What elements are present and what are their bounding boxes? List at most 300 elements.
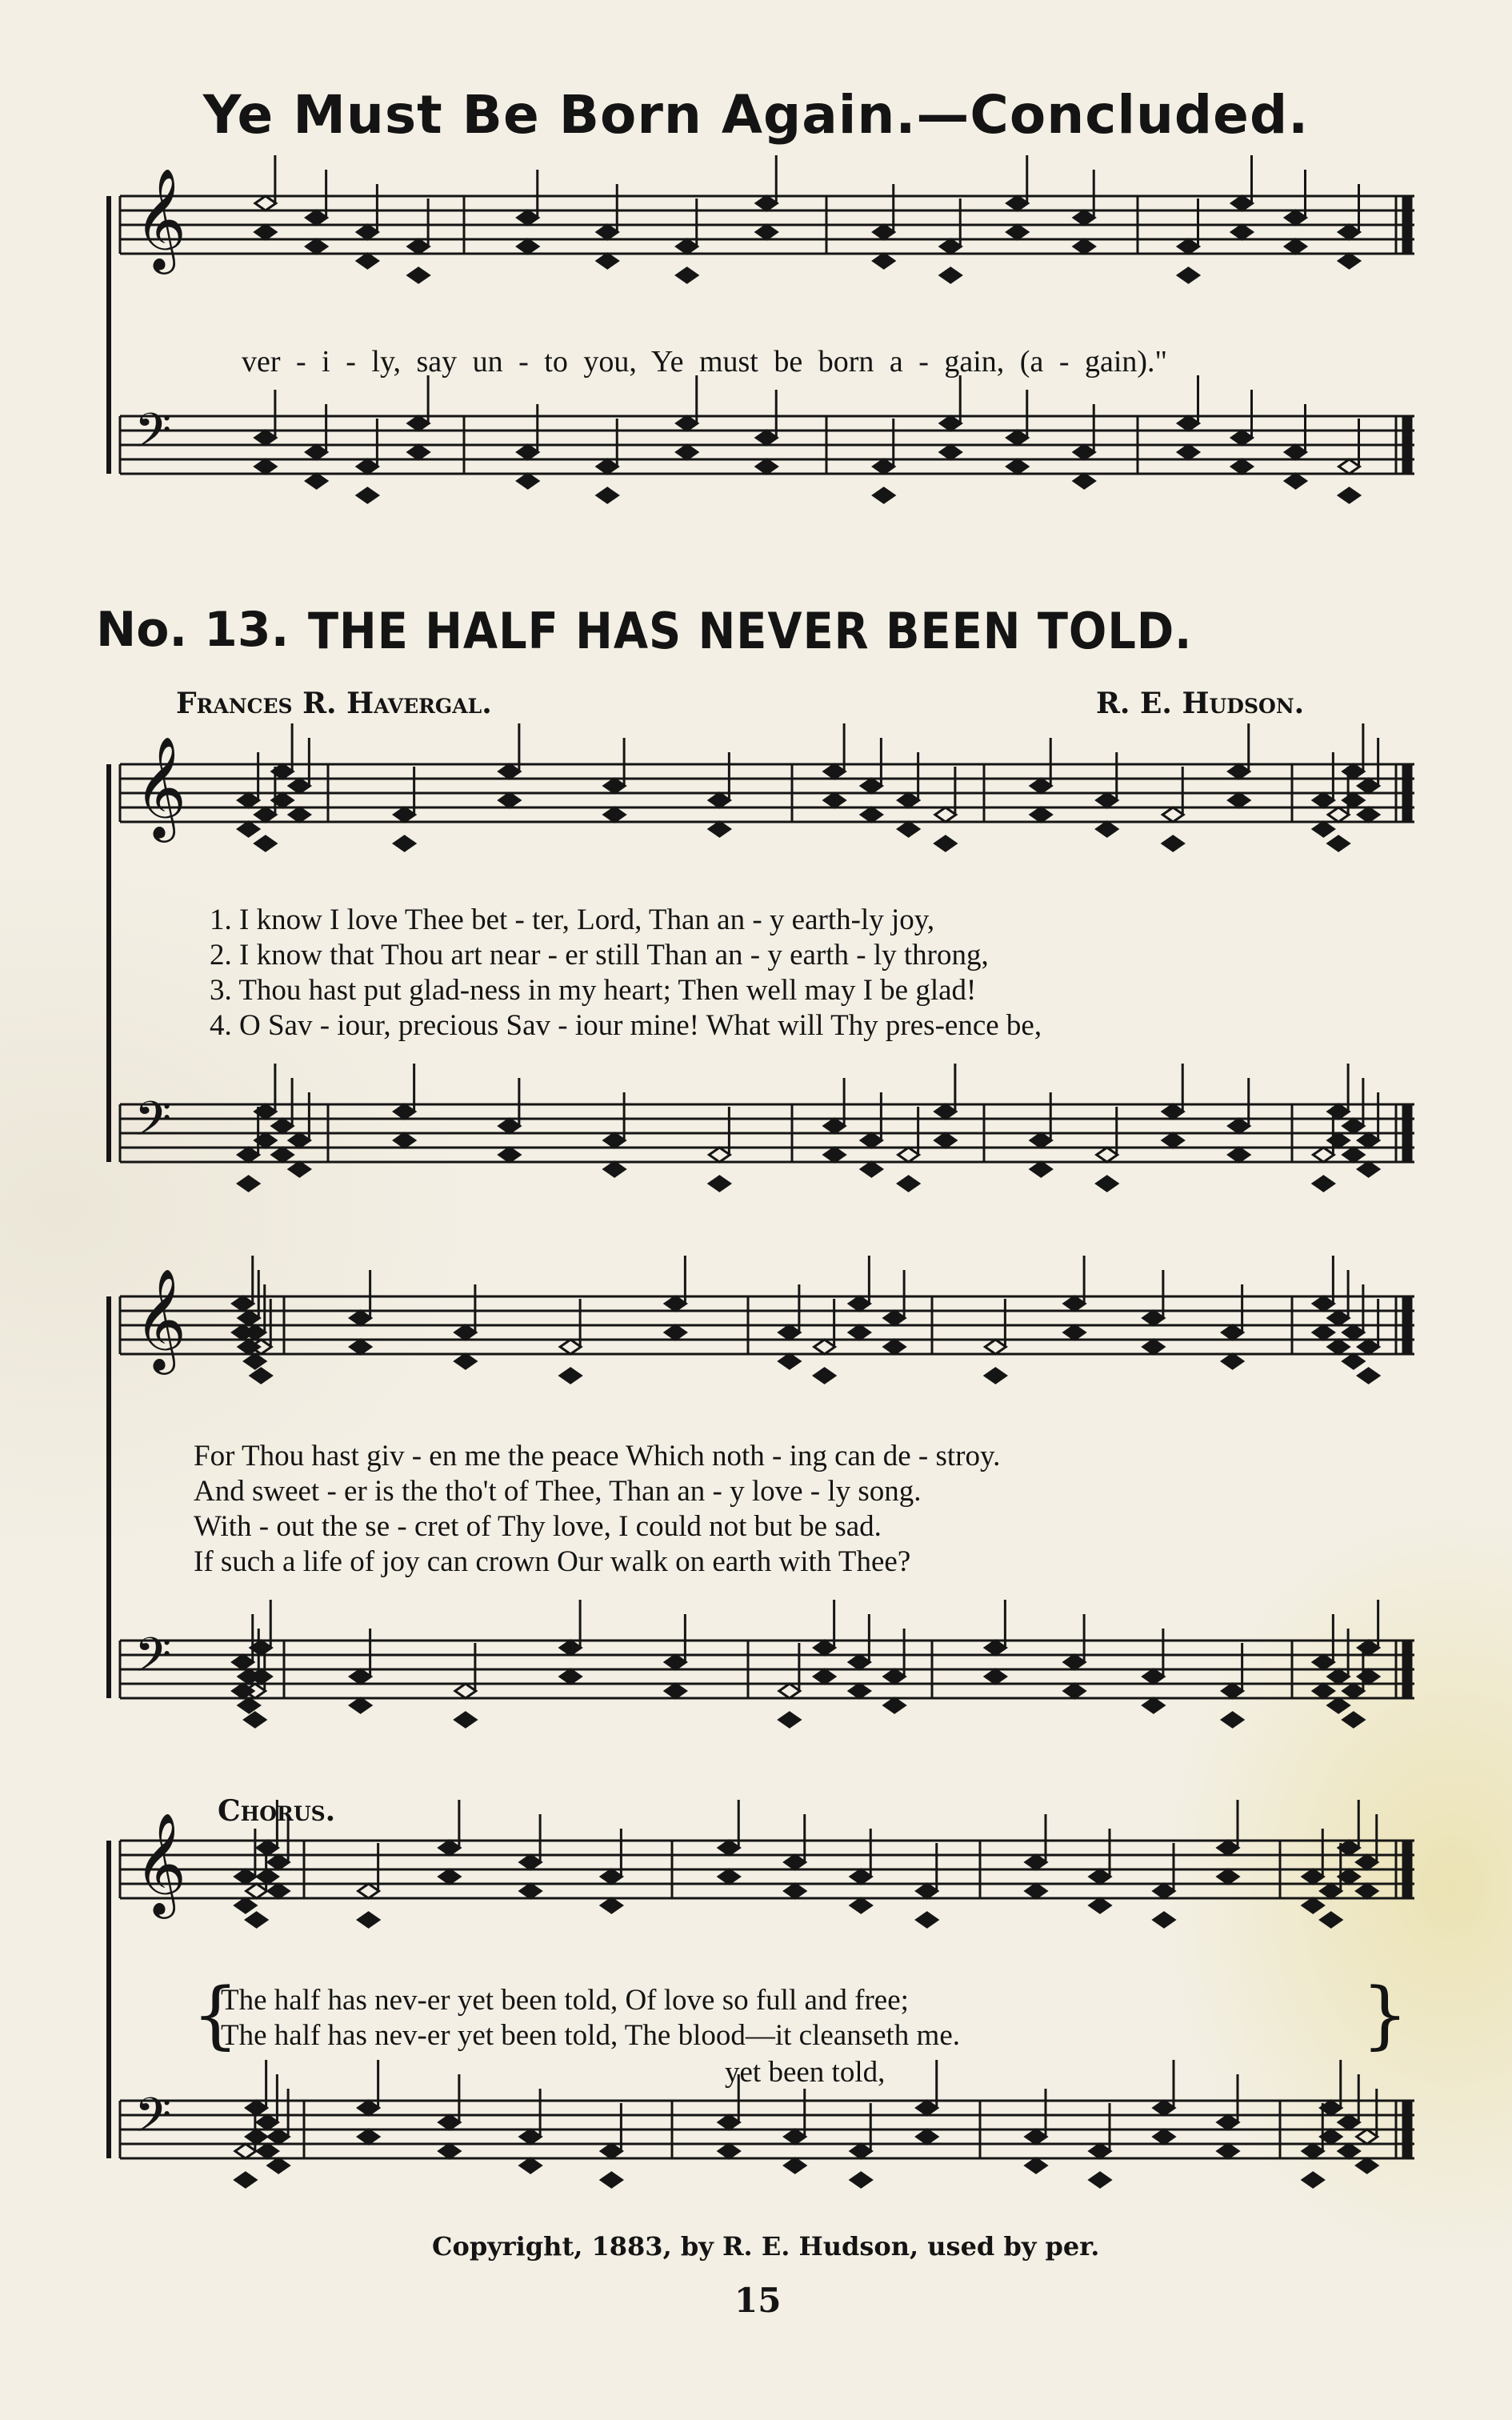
treble-clef-icon xyxy=(134,735,186,843)
note-head xyxy=(779,1684,800,1698)
svg-text:𝄞: 𝄞 xyxy=(134,735,187,838)
note-head xyxy=(1339,254,1360,268)
note-head xyxy=(1313,1655,1334,1669)
note-head xyxy=(233,1296,254,1311)
note-head xyxy=(1302,1869,1323,1884)
staff-3-treble xyxy=(120,1296,1414,1354)
note-head xyxy=(779,1354,800,1368)
note-head xyxy=(1357,1855,1378,1869)
svg-text:𝄞: 𝄞 xyxy=(134,1812,187,1914)
note-head xyxy=(1328,1104,1349,1119)
note-head xyxy=(255,225,276,239)
note-head xyxy=(1232,459,1253,474)
note-head xyxy=(874,225,894,239)
chorus-echo: yet been told, xyxy=(725,2056,886,2089)
note-head xyxy=(917,1884,938,1898)
verse-line1-4: 4. O Sav - iour, precious Sav - iour mine! What will Thy pres-ence be, xyxy=(210,1009,1042,1042)
note-head xyxy=(785,2158,806,2173)
note-head xyxy=(1302,2173,1323,2187)
note-head xyxy=(306,210,327,225)
note-head xyxy=(1343,793,1364,807)
note-head xyxy=(861,779,882,793)
note-head xyxy=(439,2144,460,2158)
verse-line1-3: 3. Thou hast put glad-ness in my heart; Then well may I be glad! xyxy=(210,974,977,1007)
note-head xyxy=(814,1340,835,1354)
note-head xyxy=(499,793,520,807)
note-head xyxy=(1143,1340,1164,1354)
note-head xyxy=(849,1655,870,1669)
note-head xyxy=(1321,1884,1342,1898)
note-head xyxy=(756,225,777,239)
note-head xyxy=(1090,2173,1110,2187)
note-head xyxy=(604,1162,625,1176)
note-head xyxy=(394,836,415,851)
note-head xyxy=(238,1311,259,1325)
continued-lyrics: ver - i - ly, say un - to you, Ye must be born a - gain, (a - gain)." xyxy=(242,345,1168,379)
note-head xyxy=(1229,1148,1250,1162)
note-head xyxy=(268,1855,289,1869)
note-head xyxy=(824,793,845,807)
note-head xyxy=(357,459,378,474)
note-head xyxy=(709,1148,730,1162)
note-head xyxy=(665,1655,686,1669)
note-head xyxy=(1232,225,1253,239)
note-head xyxy=(257,2144,278,2158)
note-head xyxy=(917,2130,938,2144)
note-head xyxy=(255,459,276,474)
note-head xyxy=(940,239,961,254)
note-head xyxy=(1064,1655,1085,1669)
note-head xyxy=(394,807,415,822)
note-head xyxy=(520,1884,541,1898)
note-head xyxy=(824,1148,845,1162)
note-head xyxy=(935,1133,956,1148)
chorus-label: Chorus. xyxy=(218,1794,336,1828)
note-head xyxy=(1154,1913,1174,1927)
note-head xyxy=(1358,1133,1379,1148)
note-head xyxy=(814,1669,835,1684)
note-head xyxy=(1178,268,1199,282)
note-head xyxy=(849,1296,870,1311)
note-head xyxy=(455,1354,476,1368)
note-head xyxy=(917,1913,938,1927)
note-head xyxy=(233,1655,254,1669)
note-head xyxy=(439,2115,460,2130)
note-head xyxy=(1358,1641,1379,1655)
note-head xyxy=(665,1325,686,1340)
note-head xyxy=(1343,1713,1364,1727)
note-head xyxy=(917,2101,938,2115)
note-head xyxy=(255,431,276,445)
note-head xyxy=(246,1884,267,1898)
note-head xyxy=(289,1133,310,1148)
note-head xyxy=(246,2101,267,2115)
note-head xyxy=(1154,1884,1174,1898)
note-head xyxy=(756,431,777,445)
note-head xyxy=(1313,1148,1334,1162)
note-head xyxy=(1074,474,1094,488)
note-head xyxy=(985,1340,1006,1354)
note-head xyxy=(1218,2115,1238,2130)
note-head xyxy=(785,2130,806,2144)
note-head xyxy=(358,1913,379,1927)
note-head xyxy=(985,1368,1006,1383)
note-head xyxy=(1026,1884,1046,1898)
note-head xyxy=(306,474,327,488)
note-head xyxy=(1162,836,1183,851)
note-head xyxy=(306,445,327,459)
note-head xyxy=(1328,1133,1349,1148)
note-head xyxy=(1358,1368,1379,1383)
note-head xyxy=(1343,1354,1364,1368)
note-head xyxy=(1026,2130,1046,2144)
note-head xyxy=(814,1641,835,1655)
note-head xyxy=(357,225,378,239)
note-head xyxy=(601,1898,622,1913)
bass-clef-icon xyxy=(134,2087,171,2154)
note-head xyxy=(874,459,894,474)
note-head xyxy=(849,1684,870,1698)
note-head xyxy=(604,807,625,822)
note-head xyxy=(665,1684,686,1698)
note-head xyxy=(350,1669,371,1684)
note-head xyxy=(306,239,327,254)
svg-text:𝄢: 𝄢 xyxy=(134,1091,172,1158)
note-head xyxy=(357,488,378,503)
note-head xyxy=(718,1841,739,1855)
note-head xyxy=(1218,1841,1238,1855)
note-head xyxy=(718,2115,739,2130)
note-head xyxy=(1286,474,1306,488)
verse-line1-2: 2. I know that Thou art near - er still Than an - y earth - ly throng, xyxy=(210,939,989,972)
chorus-brace-right: } xyxy=(1362,1972,1409,2057)
note-head xyxy=(935,1104,956,1119)
hymn-title: THE HALF HAS NEVER BEEN TOLD. xyxy=(308,602,1193,660)
note-head xyxy=(935,807,956,822)
svg-text:𝄞: 𝄞 xyxy=(134,167,187,270)
note-head xyxy=(1232,196,1253,210)
note-head xyxy=(1313,822,1334,836)
note-head xyxy=(935,836,956,851)
note-head xyxy=(1222,1684,1243,1698)
note-head xyxy=(246,2130,267,2144)
note-head xyxy=(718,1869,739,1884)
note-head xyxy=(898,822,919,836)
note-head xyxy=(884,1311,905,1325)
note-head xyxy=(861,1162,882,1176)
bass-clef-icon xyxy=(134,1627,171,1694)
note-head xyxy=(1339,459,1360,474)
note-head xyxy=(874,488,894,503)
treble-clef-icon xyxy=(134,1268,186,1375)
note-head xyxy=(785,1855,806,1869)
note-head xyxy=(235,2173,256,2187)
verse-line2-1: For Thou hast giv - en me the peace Which noth - ing can de - stroy. xyxy=(194,1440,1001,1472)
note-head xyxy=(861,807,882,822)
copyright-notice: Copyright, 1883, by R. E. Hudson, used by per. xyxy=(432,2231,1100,2262)
svg-text:𝄢: 𝄢 xyxy=(134,1627,172,1694)
note-head xyxy=(560,1669,581,1684)
note-head xyxy=(850,1898,871,1913)
note-head xyxy=(1229,1119,1250,1133)
note-head xyxy=(1064,1296,1085,1311)
note-head xyxy=(1007,431,1028,445)
note-head xyxy=(257,1841,278,1855)
note-head xyxy=(861,1133,882,1148)
note-head xyxy=(499,1148,520,1162)
note-head xyxy=(597,254,618,268)
note-head xyxy=(677,445,698,459)
note-head xyxy=(1026,1855,1046,1869)
note-head xyxy=(499,1119,520,1133)
note-head xyxy=(257,2115,278,2130)
bass-clef-icon xyxy=(134,403,171,470)
note-head xyxy=(1154,2130,1174,2144)
treble-clef-icon xyxy=(134,167,186,274)
note-head xyxy=(1007,459,1028,474)
note-head xyxy=(985,1669,1006,1684)
verse-line2-2: And sweet - er is the tho't of Thee, Than an - y love - ly song. xyxy=(194,1475,922,1508)
note-head xyxy=(1218,2144,1238,2158)
note-head xyxy=(268,2130,289,2144)
note-head xyxy=(1143,1698,1164,1713)
composer-credit: R. E. Hudson. xyxy=(1096,687,1305,720)
note-head xyxy=(1358,779,1379,793)
note-head xyxy=(601,1869,622,1884)
page-number: 15 xyxy=(734,2281,782,2320)
note-head xyxy=(1162,807,1183,822)
note-head xyxy=(1302,1898,1323,1913)
note-head xyxy=(1313,1684,1334,1698)
note-head xyxy=(1321,1913,1342,1927)
note-head xyxy=(601,2144,622,2158)
note-head xyxy=(289,779,310,793)
note-head xyxy=(1313,1176,1334,1191)
note-head xyxy=(408,445,429,459)
note-head xyxy=(718,2144,739,2158)
note-head xyxy=(1313,793,1334,807)
note-head xyxy=(518,445,538,459)
note-head xyxy=(1143,1669,1164,1684)
note-head xyxy=(1097,1176,1118,1191)
note-head xyxy=(238,822,259,836)
note-head xyxy=(1338,2144,1359,2158)
note-head xyxy=(779,1325,800,1340)
note-head xyxy=(604,779,625,793)
note-head xyxy=(898,1148,919,1162)
note-head xyxy=(1339,488,1360,503)
note-head xyxy=(1286,445,1306,459)
note-head xyxy=(1338,2115,1359,2130)
note-head xyxy=(518,474,538,488)
note-head xyxy=(408,268,429,282)
note-head xyxy=(1302,2144,1323,2158)
bass-clef-icon xyxy=(134,1091,171,1158)
note-head xyxy=(1030,1162,1051,1176)
note-head xyxy=(1343,764,1364,779)
note-head xyxy=(245,1713,266,1727)
note-head xyxy=(1097,793,1118,807)
note-head xyxy=(394,1133,415,1148)
note-head xyxy=(358,2130,379,2144)
note-head xyxy=(940,445,961,459)
note-head xyxy=(560,1641,581,1655)
note-head xyxy=(1178,416,1199,431)
staff-2-treble xyxy=(120,764,1414,822)
note-head xyxy=(1328,807,1349,822)
note-head xyxy=(898,793,919,807)
note-head xyxy=(1358,807,1379,822)
note-head xyxy=(245,1354,266,1368)
note-head xyxy=(268,1884,289,1898)
note-head xyxy=(518,239,538,254)
note-head xyxy=(1229,793,1250,807)
note-head xyxy=(1343,1119,1364,1133)
note-head xyxy=(1090,1869,1110,1884)
note-head xyxy=(884,1698,905,1713)
svg-text:𝄢: 𝄢 xyxy=(134,2087,172,2154)
note-head xyxy=(499,764,520,779)
note-head xyxy=(455,1325,476,1340)
note-head xyxy=(1026,2158,1046,2173)
note-head xyxy=(1286,210,1306,225)
note-head xyxy=(439,1841,460,1855)
svg-text:𝄢: 𝄢 xyxy=(134,403,172,470)
note-head xyxy=(677,416,698,431)
note-head xyxy=(850,2144,871,2158)
note-head xyxy=(1313,1325,1334,1340)
note-head xyxy=(235,1869,256,1884)
note-head xyxy=(785,1884,806,1898)
note-head xyxy=(665,1296,686,1311)
chorus-line-2: The half has nev-er yet been told, The blood—it cleanseth me. xyxy=(221,2019,961,2052)
chorus-brace-left: { xyxy=(192,1972,239,2057)
note-head xyxy=(824,1119,845,1133)
note-head xyxy=(257,1869,278,1884)
note-head xyxy=(255,196,276,210)
note-head xyxy=(604,1133,625,1148)
note-head xyxy=(1064,1325,1085,1340)
staff-2-bass xyxy=(120,1104,1414,1162)
note-head xyxy=(268,2158,289,2173)
note-head xyxy=(709,1176,730,1191)
note-head xyxy=(940,416,961,431)
note-head xyxy=(1222,1354,1243,1368)
note-head xyxy=(255,807,276,822)
note-head xyxy=(1030,807,1051,822)
note-head xyxy=(1358,1340,1379,1354)
note-head xyxy=(1357,2158,1378,2173)
note-head xyxy=(814,1368,835,1383)
note-head xyxy=(1143,1311,1164,1325)
note-head xyxy=(439,1869,460,1884)
note-head xyxy=(1222,1325,1243,1340)
note-head xyxy=(455,1713,476,1727)
note-head xyxy=(289,1162,310,1176)
note-head xyxy=(250,1368,271,1383)
note-head xyxy=(1313,1296,1334,1311)
note-head xyxy=(884,1340,905,1354)
note-head xyxy=(1218,1869,1238,1884)
note-head xyxy=(520,1855,541,1869)
note-head xyxy=(874,254,894,268)
note-head xyxy=(1007,196,1028,210)
note-head xyxy=(1090,2144,1110,2158)
note-head xyxy=(1074,445,1094,459)
note-head xyxy=(1097,822,1118,836)
note-head xyxy=(272,1148,293,1162)
note-head xyxy=(357,254,378,268)
note-head xyxy=(1090,1898,1110,1913)
note-head xyxy=(1154,2101,1174,2115)
verse-line2-3: With - out the se - cret of Thy love, I could not but be sad. xyxy=(194,1510,882,1543)
note-head xyxy=(1358,1669,1379,1684)
note-head xyxy=(1229,764,1250,779)
note-head xyxy=(238,793,259,807)
note-head xyxy=(560,1368,581,1383)
note-head xyxy=(520,2158,541,2173)
note-head xyxy=(849,1325,870,1340)
note-head xyxy=(238,1698,259,1713)
note-head xyxy=(1328,836,1349,851)
note-head xyxy=(1097,1148,1118,1162)
note-head xyxy=(272,1119,293,1133)
note-head xyxy=(898,1176,919,1191)
note-head xyxy=(350,1311,371,1325)
note-head xyxy=(560,1340,581,1354)
note-head xyxy=(246,1913,267,1927)
note-head xyxy=(235,2144,256,2158)
note-head xyxy=(1358,1162,1379,1176)
note-head xyxy=(1339,225,1360,239)
note-head xyxy=(1178,445,1199,459)
svg-text:𝄞: 𝄞 xyxy=(134,1268,187,1370)
note-head xyxy=(756,459,777,474)
note-head xyxy=(289,807,310,822)
note-head xyxy=(677,239,698,254)
note-head xyxy=(985,1641,1006,1655)
note-head xyxy=(255,836,276,851)
note-head xyxy=(824,764,845,779)
note-head xyxy=(455,1684,476,1698)
note-head xyxy=(779,1713,800,1727)
note-head xyxy=(1343,1148,1364,1162)
verse-line1-1: 1. I know I love Thee bet - ter, Lord, Than an - y earth-ly joy, xyxy=(210,903,935,936)
treble-clef-icon xyxy=(134,1812,186,1919)
lyricist-credit: Frances R. Havergal. xyxy=(176,687,492,720)
note-head xyxy=(350,1698,371,1713)
note-head xyxy=(1286,239,1306,254)
note-head xyxy=(1232,431,1253,445)
note-head xyxy=(597,488,618,503)
note-head xyxy=(1328,1669,1349,1684)
note-head xyxy=(1357,2130,1378,2144)
note-head xyxy=(1222,1713,1243,1727)
note-head xyxy=(1328,1340,1349,1354)
note-head xyxy=(1064,1684,1085,1698)
note-head xyxy=(350,1340,371,1354)
note-head xyxy=(677,268,698,282)
note-head xyxy=(1178,239,1199,254)
note-head xyxy=(238,1176,259,1191)
note-head xyxy=(1328,1311,1349,1325)
hymn-number: No. 13. xyxy=(96,602,290,658)
note-head xyxy=(235,1898,256,1913)
note-head xyxy=(756,196,777,210)
note-head xyxy=(597,459,618,474)
note-head xyxy=(1007,225,1028,239)
note-head xyxy=(1030,1133,1051,1148)
